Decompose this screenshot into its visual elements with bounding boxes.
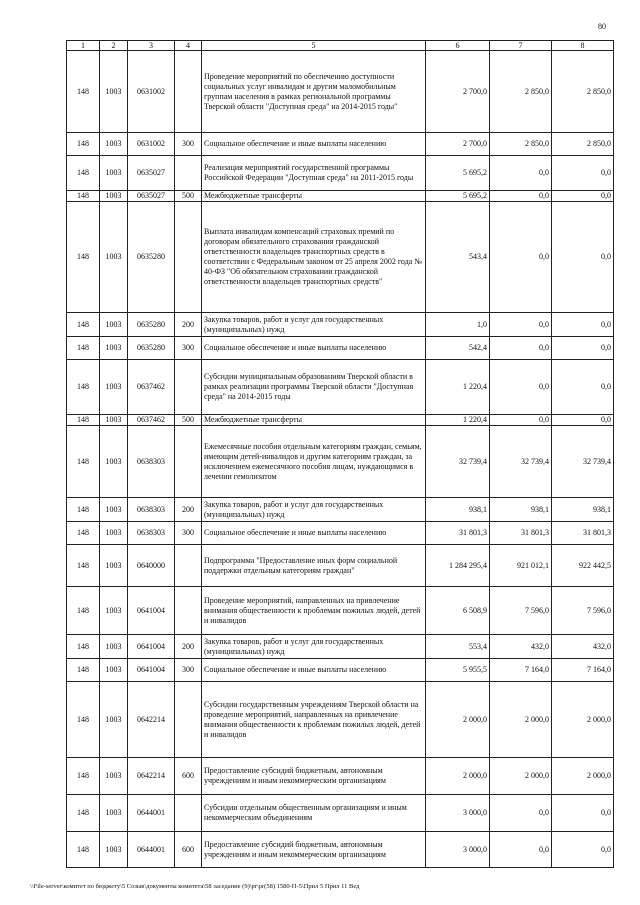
ministry-code-cell: 148 bbox=[67, 133, 100, 156]
table-row bbox=[67, 313, 614, 337]
expense-type-cell: 300 bbox=[175, 133, 202, 156]
amount-2015-cell: 921 012,1 bbox=[490, 545, 552, 587]
amount-2015-cell: 0,0 bbox=[490, 191, 552, 202]
table-row bbox=[67, 498, 614, 522]
section-code-cell: 1003 bbox=[100, 587, 128, 635]
table-row bbox=[67, 635, 614, 659]
table-row bbox=[67, 191, 614, 202]
amount-2015-cell: 0,0 bbox=[490, 202, 552, 313]
ministry-code-cell: 148 bbox=[67, 635, 100, 659]
amount-2015-cell: 0,0 bbox=[490, 156, 552, 191]
target-article-cell: 0638303 bbox=[128, 426, 175, 498]
target-article-cell: 0644001 bbox=[128, 832, 175, 868]
description-cell: Межбюджетные трансферты bbox=[202, 415, 426, 426]
amount-2015-cell: 32 739,4 bbox=[490, 426, 552, 498]
description-cell: Социальное обеспечение и иные выплаты населению bbox=[202, 522, 426, 545]
column-header: 7 bbox=[490, 41, 552, 51]
table-row bbox=[67, 156, 614, 191]
column-header: 1 bbox=[67, 41, 100, 51]
table-row bbox=[67, 415, 614, 426]
ministry-code-cell: 148 bbox=[67, 498, 100, 522]
table-row bbox=[67, 202, 614, 313]
amount-2014-cell: 32 739,4 bbox=[426, 426, 490, 498]
amount-2016-cell: 0,0 bbox=[552, 202, 614, 313]
file-path-footer: \\File-server\комитет по бюджету\5 Созыв\документы комитета\58 заседание (9)\pr\pr(58) 1580-П-5\Прил 5 Прил 11 Вед bbox=[30, 883, 360, 890]
amount-2014-cell: 553,4 bbox=[426, 635, 490, 659]
target-article-cell: 0642214 bbox=[128, 758, 175, 795]
description-cell: Субсидии муниципальным образованиям Тверской области в рамках реализации программы Тверской области "Доступная среда" на 2014-2015 годы bbox=[202, 360, 426, 415]
amount-2014-cell: 543,4 bbox=[426, 202, 490, 313]
expense-type-cell bbox=[175, 202, 202, 313]
ministry-code-cell: 148 bbox=[67, 795, 100, 832]
expense-type-cell bbox=[175, 587, 202, 635]
description-cell: Предоставление субсидий бюджетным, автономным учреждениям и иным некоммерческим организациям bbox=[202, 832, 426, 868]
section-code-cell: 1003 bbox=[100, 635, 128, 659]
amount-2015-cell: 938,1 bbox=[490, 498, 552, 522]
ministry-code-cell: 148 bbox=[67, 522, 100, 545]
amount-2015-cell: 2 000,0 bbox=[490, 758, 552, 795]
amount-2014-cell: 1,0 bbox=[426, 313, 490, 337]
section-code-cell: 1003 bbox=[100, 51, 128, 133]
amount-2016-cell: 0,0 bbox=[552, 795, 614, 832]
amount-2015-cell: 7 164,0 bbox=[490, 659, 552, 682]
expense-type-cell: 200 bbox=[175, 635, 202, 659]
section-code-cell: 1003 bbox=[100, 426, 128, 498]
target-article-cell: 0635027 bbox=[128, 191, 175, 202]
target-article-cell: 0637462 bbox=[128, 360, 175, 415]
ministry-code-cell: 148 bbox=[67, 659, 100, 682]
amount-2014-cell: 1 220,4 bbox=[426, 360, 490, 415]
ministry-code-cell: 148 bbox=[67, 426, 100, 498]
table-row bbox=[67, 587, 614, 635]
section-code-cell: 1003 bbox=[100, 191, 128, 202]
ministry-code-cell: 148 bbox=[67, 415, 100, 426]
section-code-cell: 1003 bbox=[100, 415, 128, 426]
amount-2015-cell: 0,0 bbox=[490, 337, 552, 360]
target-article-cell: 0637462 bbox=[128, 415, 175, 426]
target-article-cell: 0640000 bbox=[128, 545, 175, 587]
amount-2014-cell: 542,4 bbox=[426, 337, 490, 360]
page-number: 80 bbox=[598, 22, 606, 31]
description-cell: Подпрограмма "Предоставление иных форм социальной поддержки отдельным категориям граждан" bbox=[202, 545, 426, 587]
amount-2016-cell: 2 850,0 bbox=[552, 133, 614, 156]
ministry-code-cell: 148 bbox=[67, 51, 100, 133]
amount-2015-cell: 432,0 bbox=[490, 635, 552, 659]
column-header: 2 bbox=[100, 41, 128, 51]
amount-2016-cell: 938,1 bbox=[552, 498, 614, 522]
amount-2014-cell: 938,1 bbox=[426, 498, 490, 522]
section-code-cell: 1003 bbox=[100, 682, 128, 758]
amount-2014-cell: 2 700,0 bbox=[426, 51, 490, 133]
table-row bbox=[67, 659, 614, 682]
table-row bbox=[67, 426, 614, 498]
amount-2015-cell: 0,0 bbox=[490, 832, 552, 868]
description-cell: Ежемесячные пособия отдельным категориям граждан, семьям, имеющим детей-инвалидов и другим категориям граждан, за исключением ежемесячного пособия лицам, нуждающимся в лечении гемолизатом bbox=[202, 426, 426, 498]
expense-type-cell: 600 bbox=[175, 758, 202, 795]
amount-2014-cell: 31 801,3 bbox=[426, 522, 490, 545]
table-row bbox=[67, 133, 614, 156]
section-code-cell: 1003 bbox=[100, 156, 128, 191]
target-article-cell: 0631002 bbox=[128, 51, 175, 133]
table-row bbox=[67, 682, 614, 758]
budget-table bbox=[66, 40, 614, 868]
expense-type-cell bbox=[175, 426, 202, 498]
description-cell: Закупка товаров, работ и услуг для государственных (муниципальных) нужд bbox=[202, 498, 426, 522]
column-header: 4 bbox=[175, 41, 202, 51]
section-code-cell: 1003 bbox=[100, 832, 128, 868]
ministry-code-cell: 148 bbox=[67, 587, 100, 635]
amount-2015-cell: 0,0 bbox=[490, 795, 552, 832]
description-cell: Предоставление субсидий бюджетным, автономным учреждениям и иным некоммерческим организациям bbox=[202, 758, 426, 795]
expense-type-cell: 500 bbox=[175, 191, 202, 202]
description-cell: Закупка товаров, работ и услуг для государственных (муниципальных) нужд bbox=[202, 635, 426, 659]
section-code-cell: 1003 bbox=[100, 795, 128, 832]
section-code-cell: 1003 bbox=[100, 360, 128, 415]
target-article-cell: 0642214 bbox=[128, 682, 175, 758]
target-article-cell: 0641004 bbox=[128, 635, 175, 659]
ministry-code-cell: 148 bbox=[67, 360, 100, 415]
section-code-cell: 1003 bbox=[100, 522, 128, 545]
table-row bbox=[67, 832, 614, 868]
amount-2016-cell: 32 739,4 bbox=[552, 426, 614, 498]
table-row bbox=[67, 360, 614, 415]
description-cell: Субсидии государственным учреждениям Тверской области на проведение мероприятий, направленных на привлечение внимания общественности к проблемам пожилых людей, детей и инвалидов bbox=[202, 682, 426, 758]
description-cell: Социальное обеспечение и иные выплаты населению bbox=[202, 659, 426, 682]
target-article-cell: 0635280 bbox=[128, 202, 175, 313]
expense-type-cell bbox=[175, 682, 202, 758]
ministry-code-cell: 148 bbox=[67, 337, 100, 360]
section-code-cell: 1003 bbox=[100, 337, 128, 360]
amount-2016-cell: 0,0 bbox=[552, 156, 614, 191]
target-article-cell: 0635280 bbox=[128, 337, 175, 360]
amount-2016-cell: 2 850,0 bbox=[552, 51, 614, 133]
amount-2014-cell: 3 000,0 bbox=[426, 795, 490, 832]
amount-2015-cell: 31 801,3 bbox=[490, 522, 552, 545]
description-cell: Межбюджетные трансферты bbox=[202, 191, 426, 202]
amount-2015-cell: 7 596,0 bbox=[490, 587, 552, 635]
expense-type-cell bbox=[175, 360, 202, 415]
amount-2016-cell: 0,0 bbox=[552, 191, 614, 202]
table-body bbox=[67, 51, 614, 868]
section-code-cell: 1003 bbox=[100, 133, 128, 156]
expense-type-cell: 500 bbox=[175, 415, 202, 426]
expense-type-cell: 600 bbox=[175, 832, 202, 868]
column-header: 6 bbox=[426, 41, 490, 51]
ministry-code-cell: 148 bbox=[67, 545, 100, 587]
column-header: 8 bbox=[552, 41, 614, 51]
description-cell: Закупка товаров, работ и услуг для государственных (муниципальных) нужд bbox=[202, 313, 426, 337]
amount-2016-cell: 0,0 bbox=[552, 313, 614, 337]
section-code-cell: 1003 bbox=[100, 758, 128, 795]
expense-type-cell: 300 bbox=[175, 659, 202, 682]
expense-type-cell: 300 bbox=[175, 337, 202, 360]
amount-2016-cell: 2 000,0 bbox=[552, 682, 614, 758]
ministry-code-cell: 148 bbox=[67, 832, 100, 868]
amount-2016-cell: 0,0 bbox=[552, 360, 614, 415]
amount-2016-cell: 7 596,0 bbox=[552, 587, 614, 635]
amount-2015-cell: 2 850,0 bbox=[490, 51, 552, 133]
section-code-cell: 1003 bbox=[100, 313, 128, 337]
target-article-cell: 0631002 bbox=[128, 133, 175, 156]
ministry-code-cell: 148 bbox=[67, 682, 100, 758]
description-cell: Социальное обеспечение и иные выплаты населению bbox=[202, 133, 426, 156]
table-row bbox=[67, 337, 614, 360]
amount-2014-cell: 1 284 295,4 bbox=[426, 545, 490, 587]
amount-2014-cell: 5 695,2 bbox=[426, 156, 490, 191]
expense-type-cell bbox=[175, 795, 202, 832]
description-cell: Реализация мероприятий государственной программы Российской Федерации "Доступная среда" на 2011-2015 годы bbox=[202, 156, 426, 191]
description-cell: Субсидии отдельным общественным организациям и иным некоммерческим объединениям bbox=[202, 795, 426, 832]
expense-type-cell bbox=[175, 156, 202, 191]
amount-2014-cell: 5 695,2 bbox=[426, 191, 490, 202]
ministry-code-cell: 148 bbox=[67, 313, 100, 337]
amount-2014-cell: 3 000,0 bbox=[426, 832, 490, 868]
amount-2014-cell: 6 508,9 bbox=[426, 587, 490, 635]
section-code-cell: 1003 bbox=[100, 545, 128, 587]
ministry-code-cell: 148 bbox=[67, 156, 100, 191]
section-code-cell: 1003 bbox=[100, 498, 128, 522]
amount-2015-cell: 0,0 bbox=[490, 415, 552, 426]
table-row bbox=[67, 51, 614, 133]
target-article-cell: 0641004 bbox=[128, 587, 175, 635]
ministry-code-cell: 148 bbox=[67, 191, 100, 202]
amount-2016-cell: 2 000,0 bbox=[552, 758, 614, 795]
amount-2014-cell: 2 000,0 bbox=[426, 758, 490, 795]
expense-type-cell bbox=[175, 51, 202, 133]
expense-type-cell bbox=[175, 545, 202, 587]
target-article-cell: 0638303 bbox=[128, 522, 175, 545]
description-cell: Выплата инвалидам компенсаций страховых премий по договорам обязательного страхования гражданской ответственности владельцев транспортных средств в соответствии с Федеральным законом от 25 апреля 2002 года № 40-ФЗ "Об обязательном страховании гражданской ответственности владельцев транспортных средств" bbox=[202, 202, 426, 313]
ministry-code-cell: 148 bbox=[67, 758, 100, 795]
table-row bbox=[67, 758, 614, 795]
header-row bbox=[67, 41, 614, 51]
amount-2015-cell: 2 850,0 bbox=[490, 133, 552, 156]
target-article-cell: 0644001 bbox=[128, 795, 175, 832]
section-code-cell: 1003 bbox=[100, 659, 128, 682]
amount-2016-cell: 0,0 bbox=[552, 337, 614, 360]
amount-2016-cell: 0,0 bbox=[552, 415, 614, 426]
amount-2014-cell: 1 220,4 bbox=[426, 415, 490, 426]
amount-2016-cell: 0,0 bbox=[552, 832, 614, 868]
amount-2014-cell: 5 955,5 bbox=[426, 659, 490, 682]
expense-type-cell: 200 bbox=[175, 498, 202, 522]
table-row bbox=[67, 545, 614, 587]
table-row bbox=[67, 522, 614, 545]
amount-2015-cell: 2 000,0 bbox=[490, 682, 552, 758]
expense-type-cell: 200 bbox=[175, 313, 202, 337]
description-cell: Проведение мероприятий, направленных на привлечение внимания общественности к проблемам пожилых людей, детей и инвалидов bbox=[202, 587, 426, 635]
target-article-cell: 0635280 bbox=[128, 313, 175, 337]
column-header: 3 bbox=[128, 41, 175, 51]
section-code-cell: 1003 bbox=[100, 202, 128, 313]
amount-2016-cell: 7 164,0 bbox=[552, 659, 614, 682]
target-article-cell: 0641004 bbox=[128, 659, 175, 682]
expense-type-cell: 300 bbox=[175, 522, 202, 545]
amount-2015-cell: 0,0 bbox=[490, 313, 552, 337]
amount-2014-cell: 2 000,0 bbox=[426, 682, 490, 758]
column-header: 5 bbox=[202, 41, 426, 51]
description-cell: Проведение мероприятий по обеспечению доступности социальных услуг инвалидам и другим маломобильным группам населения в рамках региональной программы Тверской области "Доступная среда" на 2014-2015 годы" bbox=[202, 51, 426, 133]
target-article-cell: 0635027 bbox=[128, 156, 175, 191]
amount-2016-cell: 922 442,5 bbox=[552, 545, 614, 587]
amount-2016-cell: 432,0 bbox=[552, 635, 614, 659]
description-cell: Социальное обеспечение и иные выплаты населению bbox=[202, 337, 426, 360]
table-row bbox=[67, 795, 614, 832]
amount-2015-cell: 0,0 bbox=[490, 360, 552, 415]
ministry-code-cell: 148 bbox=[67, 202, 100, 313]
amount-2016-cell: 31 801,3 bbox=[552, 522, 614, 545]
amount-2014-cell: 2 700,0 bbox=[426, 133, 490, 156]
target-article-cell: 0638303 bbox=[128, 498, 175, 522]
